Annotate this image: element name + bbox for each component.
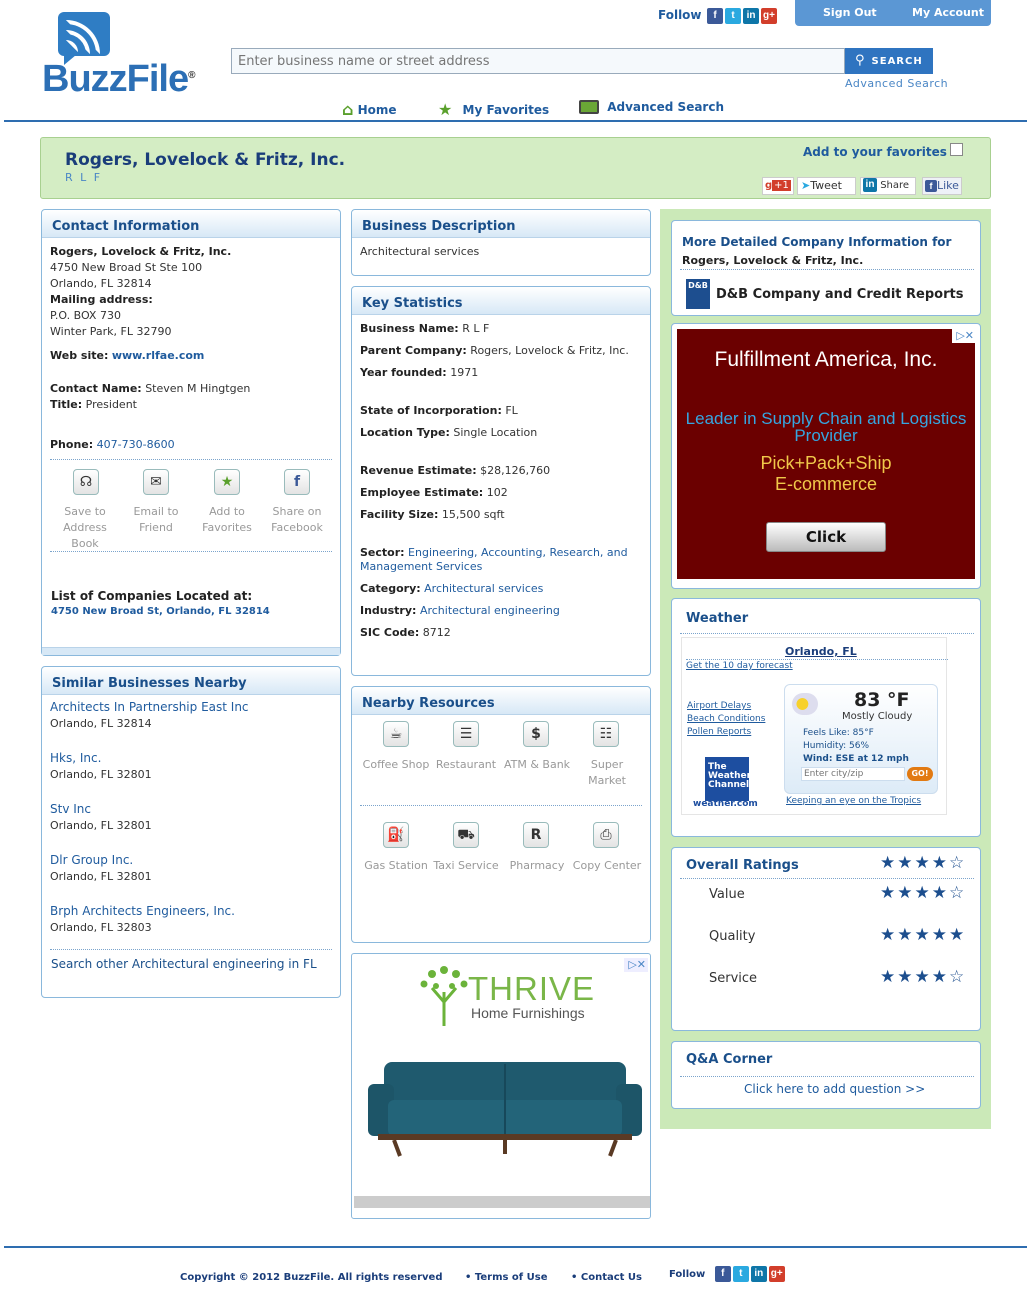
buzzfile-logo[interactable] <box>42 12 212 102</box>
supermarket-label[interactable]: Super Market <box>588 758 626 787</box>
search-other-link[interactable]: Search other Architectural engineering in FL <box>51 957 317 971</box>
dollar-icon[interactable]: $ <box>523 721 549 747</box>
list-companies-link[interactable]: 4750 New Broad St, Orlando, FL 32814 <box>51 606 270 617</box>
facebook-icon[interactable]: f <box>707 8 723 24</box>
star-filled-icon: ★ <box>931 967 947 987</box>
header-divider <box>4 120 1027 122</box>
feels-like: Feels Like: 85°F <box>803 728 874 738</box>
sign-out-link[interactable]: Sign Out <box>823 6 877 19</box>
ad-bottom-bar <box>354 1196 650 1208</box>
follow-label: Follow <box>658 8 702 22</box>
copy-center-label[interactable]: Copy Center <box>572 859 642 872</box>
wind: Wind: ESE at 12 mph <box>803 754 909 764</box>
star-filled-icon: ★ <box>931 853 947 873</box>
add-question-link[interactable]: Click here to add question >> <box>744 1082 926 1096</box>
facebook-like-button[interactable]: f Like <box>922 177 962 195</box>
star-empty-icon: ☆ <box>949 883 965 903</box>
tropics-link[interactable]: Keeping an eye on the Tropics <box>786 796 922 806</box>
qa-title: Q&A Corner <box>686 1052 773 1067</box>
qa-panel <box>671 1041 981 1109</box>
account-bar <box>795 0 991 26</box>
twitter-bird-icon: ➤ <box>801 179 811 192</box>
beach-conditions-link[interactable]: Beach Conditions <box>687 714 766 724</box>
list-item: Architects In Partnership East Inc Orlando, FL 32814 <box>50 700 249 730</box>
phone-label: Phone: <box>50 438 94 451</box>
nav-home[interactable]: ⌂ Home <box>342 100 397 119</box>
industry-link[interactable]: Architectural engineering <box>419 604 560 617</box>
pharmacy-label[interactable]: Pharmacy <box>509 859 565 872</box>
company-name: Rogers, Lovelock & Fritz, Inc. <box>65 150 346 170</box>
weather-panel <box>671 598 981 837</box>
contact-name: Steven M Hingtgen <box>145 382 251 395</box>
nav-my-favorites[interactable]: ★ My Favorites <box>438 100 550 119</box>
nearby-resources-panel <box>351 686 651 943</box>
rating-label-quality: Quality <box>709 929 756 944</box>
ad-close-icon[interactable]: ▷✕ <box>624 958 648 972</box>
description-panel-title: Business Description <box>352 210 650 238</box>
rating-label-value: Value <box>709 887 745 902</box>
linkedin-icon[interactable]: in <box>751 1266 767 1282</box>
humidity: Humidity: 56% <box>803 741 870 751</box>
linkedin-share-button[interactable]: in Share <box>860 177 916 195</box>
follow-bar <box>658 8 777 24</box>
fulfillment-ad[interactable] <box>671 323 981 589</box>
footer-follow-label: Follow <box>669 1269 706 1280</box>
list-item: Stv Inc Orlando, FL 32801 <box>50 802 152 832</box>
email-icon[interactable]: ✉ <box>143 469 169 495</box>
nav-advanced-search[interactable]: Advanced Search <box>579 100 724 114</box>
coffee-shop-label[interactable]: Coffee Shop <box>362 758 430 771</box>
footer-follow-bar <box>669 1266 785 1282</box>
linkedin-icon[interactable]: in <box>743 8 759 24</box>
panel-scrollbar[interactable] <box>42 647 340 655</box>
star-filled-icon: ★ <box>914 883 930 903</box>
thrive-sub: Home Furnishings <box>471 1005 585 1021</box>
terms-link[interactable]: • Terms of Use <box>465 1272 548 1283</box>
add-favorites-checkbox[interactable] <box>950 143 963 156</box>
partly-cloudy-icon <box>792 693 818 715</box>
pollen-reports-link[interactable]: Pollen Reports <box>687 727 752 737</box>
weather-go-button[interactable]: GO! <box>907 767 933 781</box>
star-filled-icon: ★ <box>914 925 930 945</box>
year-founded-value: 1971 <box>450 366 479 379</box>
ad-click-button[interactable]: Click <box>766 522 886 552</box>
speech-bubble-icon <box>58 12 110 56</box>
service-rating-stars <box>880 967 966 987</box>
website-link[interactable]: www.rlfae.com <box>111 349 205 362</box>
parent-company-value: Rogers, Lovelock & Fritz, Inc. <box>470 344 629 357</box>
tree-logo-icon <box>414 962 474 1026</box>
list-item: Hks, Inc. Orlando, FL 32801 <box>50 751 152 781</box>
contact-address-line1: 4750 New Broad St Ste 100 <box>50 261 203 274</box>
mailing-address-label: Mailing address: <box>50 293 153 306</box>
ad-title: Fulfillment America, Inc. <box>714 348 938 371</box>
nearby-resources-title: Nearby Resources <box>352 687 650 715</box>
google-plus-icon[interactable]: g+ <box>769 1266 785 1282</box>
category-link[interactable]: Architectural services <box>424 582 544 595</box>
list-item: Dlr Group Inc. Orlando, FL 32801 <box>50 853 152 883</box>
star-filled-icon: ★ <box>931 883 947 903</box>
dnb-logo-icon: D&B <box>686 279 710 309</box>
star-icon[interactable]: ★ <box>214 469 240 495</box>
airport-delays-link[interactable]: Airport Delays <box>687 701 752 711</box>
add-favorites-action-label[interactable]: Add to Favorites <box>202 505 252 534</box>
home-icon: ⌂ <box>342 100 354 119</box>
share-facebook-label[interactable]: Share on Facebook <box>271 505 323 534</box>
star-filled-icon: ★ <box>880 967 896 987</box>
star-filled-icon: ★ <box>949 925 965 945</box>
facebook-icon[interactable]: f <box>284 469 310 495</box>
advanced-search-link[interactable]: Advanced Search <box>845 77 949 90</box>
revenue-value: $28,126,760 <box>480 464 551 477</box>
mailing-line1: P.O. BOX 730 <box>50 309 121 322</box>
company-title-box <box>40 137 991 199</box>
business-name-value: R L F <box>462 322 490 335</box>
dnb-title: More Detailed Company Information for <box>682 235 952 249</box>
contact-address-line2: Orlando, FL 32814 <box>50 277 152 290</box>
ratings-panel <box>671 847 981 1031</box>
list-item: Brph Architects Engineers, Inc. Orlando, FL 32803 <box>50 904 235 934</box>
star-filled-icon: ★ <box>880 853 896 873</box>
search-input[interactable] <box>232 49 844 73</box>
company-short-name: R L F <box>65 171 103 184</box>
quality-rating-stars <box>880 925 966 945</box>
weather-channel-logo: The Weather Channel <box>705 757 749 801</box>
key-statistics-title: Key Statistics <box>352 287 650 315</box>
list-companies-label: List of Companies Located at: <box>51 589 253 603</box>
key-statistics-panel: Key Statistics Business Name: R L F Parent Company: Rogers, Lovelock & Fritz, Inc. Year founded: 1971 State of Incorporation: FL Location Type: Single Location Revenue Estimate: $28,126,760 Employee Estimate: 102 Facility Size: 15,500 sqft Sector: Engineering, Accounting, Research, and Management Services Category: Architectural services Industry: Architectural engineering SIC Code: 8712 <box>351 286 651 676</box>
forecast-link[interactable]: Get the 10 day forecast <box>686 661 793 671</box>
my-account-link[interactable]: My Account <box>912 6 984 19</box>
title-value: President <box>85 398 137 411</box>
ad-line2: Pick+Pack+Ship <box>760 453 892 473</box>
state-value: FL <box>505 404 518 417</box>
search-box <box>231 48 845 74</box>
search-button[interactable]: ⚲ SEARCH <box>845 48 933 74</box>
taxi-service-label[interactable]: Taxi Service <box>433 859 499 872</box>
employee-value: 102 <box>486 486 508 499</box>
star-filled-icon: ★ <box>897 967 913 987</box>
dnb-company: Rogers, Lovelock & Fritz, Inc. <box>682 254 864 267</box>
dnb-panel <box>671 220 981 316</box>
save-address-book-label[interactable]: Save to Address Book <box>63 505 107 550</box>
tweet-button[interactable]: ➤Tweet <box>797 177 856 195</box>
google-plus-icon[interactable]: g+ <box>761 8 777 24</box>
cart-icon[interactable]: ☷ <box>593 721 619 747</box>
mailing-line2: Winter Park, FL 32790 <box>50 325 172 338</box>
facebook-icon[interactable]: f <box>715 1266 731 1282</box>
title-label: Title: <box>50 398 83 411</box>
location-type-value: Single Location <box>453 426 538 439</box>
rx-icon[interactable]: R <box>523 822 549 848</box>
rating-label-service: Service <box>709 971 758 986</box>
ad-line1: Leader in Supply Chain and Logistics Provider <box>685 409 967 445</box>
restaurant-label[interactable]: Restaurant <box>435 758 497 771</box>
ratings-title: Overall Ratings <box>686 858 799 873</box>
contact-name-label: Contact Name: <box>50 382 142 395</box>
phone-link[interactable]: 407-730-8600 <box>96 438 175 451</box>
star-empty-icon: ☆ <box>949 967 965 987</box>
similar-panel <box>41 666 341 998</box>
email-friend-label[interactable]: Email to Friend <box>133 505 179 534</box>
coffee-icon[interactable]: ☕ <box>383 721 409 747</box>
google-plus-one-button[interactable]: g +1 <box>762 177 794 195</box>
temperature: 83 °F <box>854 689 910 711</box>
star-filled-icon: ★ <box>914 853 930 873</box>
fork-knife-icon[interactable]: ☰ <box>453 721 479 747</box>
monitor-icon <box>579 100 599 114</box>
facility-value: 15,500 sqft <box>441 508 505 521</box>
city-zip-input[interactable] <box>801 767 905 781</box>
star-filled-icon: ★ <box>931 925 947 945</box>
star-icon: ★ <box>438 100 453 119</box>
sofa-image <box>364 1056 644 1166</box>
footer-divider <box>4 1246 1027 1248</box>
dnb-reports-link[interactable]: D&B Company and Credit Reports <box>716 287 964 302</box>
contact-panel-title: Contact Information <box>42 210 340 238</box>
sic-value: 8712 <box>422 626 451 639</box>
contact-panel <box>41 209 341 656</box>
overall-rating-stars <box>880 853 966 873</box>
taxi-icon[interactable]: ⛟ <box>453 822 479 848</box>
twitter-icon[interactable]: t <box>733 1266 749 1282</box>
atm-bank-label[interactable]: ATM & Bank <box>503 758 571 771</box>
copier-icon[interactable]: ⎙ <box>593 822 619 848</box>
twitter-icon[interactable]: t <box>725 8 741 24</box>
weather-com-label: weather.com <box>693 799 758 809</box>
thrive-ad[interactable] <box>351 953 651 1219</box>
magnifier-icon: ⚲ <box>855 53 866 68</box>
thrive-brand: THRIVE <box>468 970 596 1007</box>
address-book-icon[interactable]: ☊ <box>73 469 99 495</box>
star-filled-icon: ★ <box>880 925 896 945</box>
ad-close-icon[interactable]: ▷✕ <box>952 329 976 343</box>
weather-condition: Mostly Cloudy <box>842 711 913 722</box>
contact-us-link[interactable]: • Contact Us <box>571 1272 642 1283</box>
gas-station-label[interactable]: Gas Station <box>364 859 428 872</box>
star-filled-icon: ★ <box>897 853 913 873</box>
gas-pump-icon[interactable]: ⛽ <box>383 822 409 848</box>
copyright: Copyright © 2012 BuzzFile. All rights reserved <box>180 1272 443 1283</box>
website-label: Web site: <box>50 349 109 362</box>
star-filled-icon: ★ <box>880 883 896 903</box>
star-empty-icon: ☆ <box>949 853 965 873</box>
weather-city-link[interactable]: Orlando, FL <box>785 645 857 658</box>
add-favorites-label: Add to your favorites <box>803 145 947 159</box>
contact-company-name: Rogers, Lovelock & Fritz, Inc. <box>50 245 232 258</box>
description-panel <box>351 209 651 276</box>
weather-title: Weather <box>686 611 749 626</box>
star-filled-icon: ★ <box>897 925 913 945</box>
ad-line3: E-commerce <box>774 474 877 494</box>
star-filled-icon: ★ <box>914 967 930 987</box>
description-text: Architectural services <box>360 245 480 258</box>
logo-text: BuzzFile® <box>42 58 195 100</box>
star-filled-icon: ★ <box>897 883 913 903</box>
sector-link[interactable]: Engineering, Accounting, Research, and Management Services <box>360 546 628 573</box>
value-rating-stars <box>880 883 966 903</box>
similar-panel-title: Similar Businesses Nearby <box>42 667 340 695</box>
